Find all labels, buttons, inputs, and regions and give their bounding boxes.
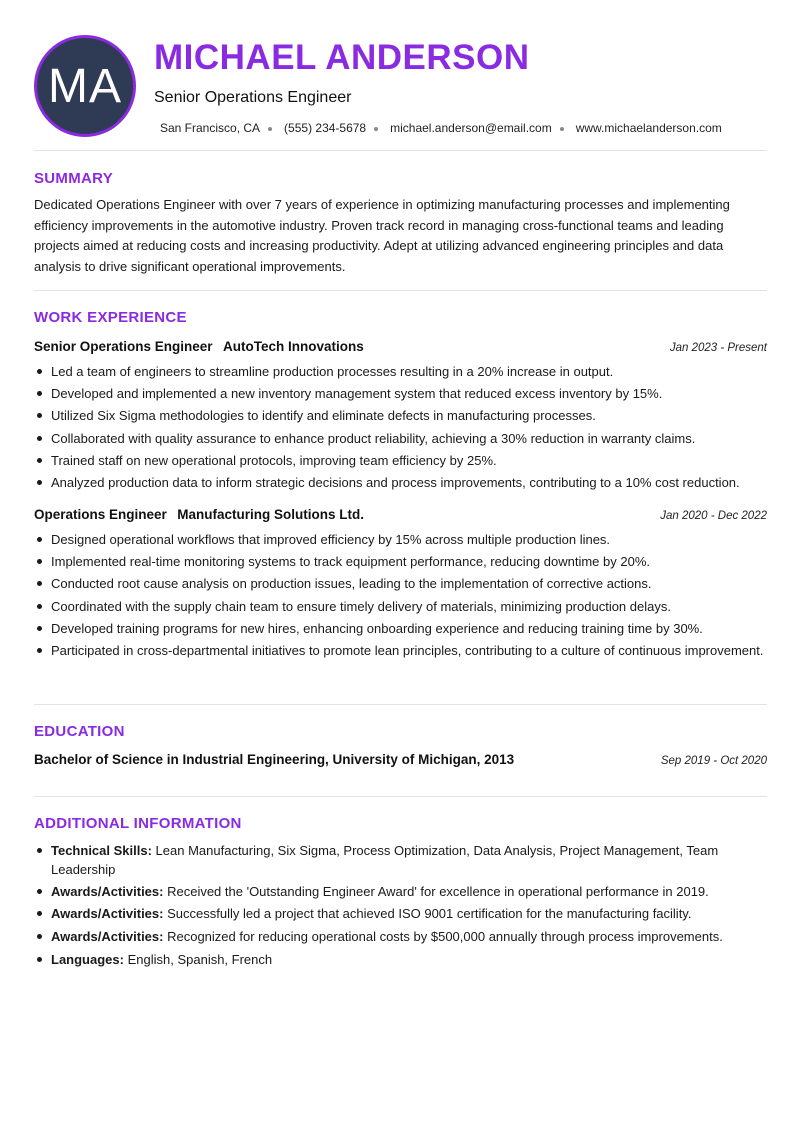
experience-heading: WORK EXPERIENCE xyxy=(34,309,187,326)
list-item xyxy=(34,904,769,923)
list-item xyxy=(34,882,769,901)
list-item: Trained staff on new operational protocols, improving team efficiency by 25%. xyxy=(34,451,769,470)
candidate-name: MICHAEL ANDERSON xyxy=(154,38,530,77)
separator-dot xyxy=(268,127,272,131)
item-text: Successfully led a project that achieved ISO 9001 certification for the manufacturing facility. xyxy=(167,906,692,922)
job-bullets xyxy=(34,362,769,495)
list-item: Developed and implemented a new inventory management system that reduced excess inventory by 15%. xyxy=(34,384,769,403)
list-item: Implemented real-time monitoring systems to track equipment performance, reducing downtime by 20%. xyxy=(34,552,769,571)
section-divider xyxy=(34,290,767,291)
separator-dot xyxy=(374,127,378,131)
separator-dot xyxy=(560,127,564,131)
education-entry xyxy=(34,752,767,767)
item-text: Lean Manufacturing, Six Sigma, Process Optimization, Data Analysis, Project Management, Team Leadership xyxy=(51,843,719,877)
job-bullets xyxy=(34,530,769,663)
summary-heading: SUMMARY xyxy=(34,170,114,187)
section-divider xyxy=(34,704,767,705)
list-item: Collaborated with quality assurance to enhance product reliability, achieving a 30% reduction in warranty claims. xyxy=(34,429,769,448)
contact-location: San Francisco, CA xyxy=(160,121,261,135)
job-header xyxy=(34,506,767,524)
list-item: Conducted root cause analysis on production issues, leading to the implementation of corrective actions. xyxy=(34,574,769,593)
list-item: Analyzed production data to inform strategic decisions and process improvements, contributing to a 10% cost reduction. xyxy=(34,473,769,492)
education-dates: Sep 2019 - Oct 2020 xyxy=(660,755,767,767)
list-item: Led a team of engineers to streamline production processes resulting in a 20% increase in output. xyxy=(34,362,769,381)
list-item: Utilized Six Sigma methodologies to identify and eliminate defects in manufacturing processes. xyxy=(34,406,769,425)
section-divider xyxy=(34,150,767,151)
education-heading: EDUCATION xyxy=(34,723,125,740)
additional-list xyxy=(34,841,769,972)
item-label: Awards/Activities: xyxy=(51,884,164,900)
job-role: Operations Engineer xyxy=(34,507,167,522)
item-label: Technical Skills: xyxy=(51,843,152,858)
list-item: Designed operational workflows that improved efficiency by 15% across multiple production lines. xyxy=(34,530,769,549)
contact-phone: (555) 234-5678 xyxy=(284,121,367,135)
avatar xyxy=(34,35,136,137)
item-text: Recognized for reducing operational costs by $500,000 annually through process improvements. xyxy=(167,928,723,944)
list-item xyxy=(34,950,769,969)
contact-email: michael.anderson@email.com xyxy=(390,121,552,135)
job-dates: Jan 2023 - Present xyxy=(669,342,767,354)
job-role: Senior Operations Engineer xyxy=(34,339,213,354)
education-degree: Bachelor of Science in Industrial Engineering, University of Michigan, 2013 xyxy=(34,752,515,767)
avatar-initials: MA xyxy=(48,59,122,113)
job-dates: Jan 2020 - Dec 2022 xyxy=(660,510,767,522)
job-header xyxy=(34,338,767,356)
summary-text: Dedicated Operations Engineer with over 7 years of experience in optimizing manufacturing processes and implementing efficiency improvements in the automotive industry. Proven track record in managing cross-functional teams and leading projects aimed at reducing costs and increasing productivity. Adept at utilizing advanced engineering principles and data analysis to drive significant operational improvements. xyxy=(34,197,730,274)
item-label: Awards/Activities: xyxy=(51,906,164,922)
section-divider xyxy=(34,796,767,797)
list-item xyxy=(34,841,769,879)
additional-heading: ADDITIONAL INFORMATION xyxy=(34,815,242,832)
list-item: Developed training programs for new hires, enhancing onboarding experience and reducing training time by 30%. xyxy=(34,619,769,638)
job-company: Manufacturing Solutions Ltd. xyxy=(177,507,364,522)
item-label: Languages: xyxy=(51,951,124,967)
list-item xyxy=(34,927,769,946)
list-item: Coordinated with the supply chain team to ensure timely delivery of materials, minimizing production delays. xyxy=(34,597,769,616)
item-text: Received the 'Outstanding Engineer Award' for excellence in operational performance in 2019. xyxy=(167,884,709,900)
contact-website: www.michaelanderson.com xyxy=(575,121,722,135)
item-label: Awards/Activities: xyxy=(51,928,164,944)
candidate-title: Senior Operations Engineer xyxy=(154,89,352,106)
job-company: AutoTech Innovations xyxy=(223,339,364,354)
list-item: Participated in cross-departmental initiatives to promote lean principles, contributing to a culture of continuous improvement. xyxy=(34,641,769,660)
contact-bar xyxy=(160,121,722,135)
item-text: English, Spanish, French xyxy=(127,951,273,967)
